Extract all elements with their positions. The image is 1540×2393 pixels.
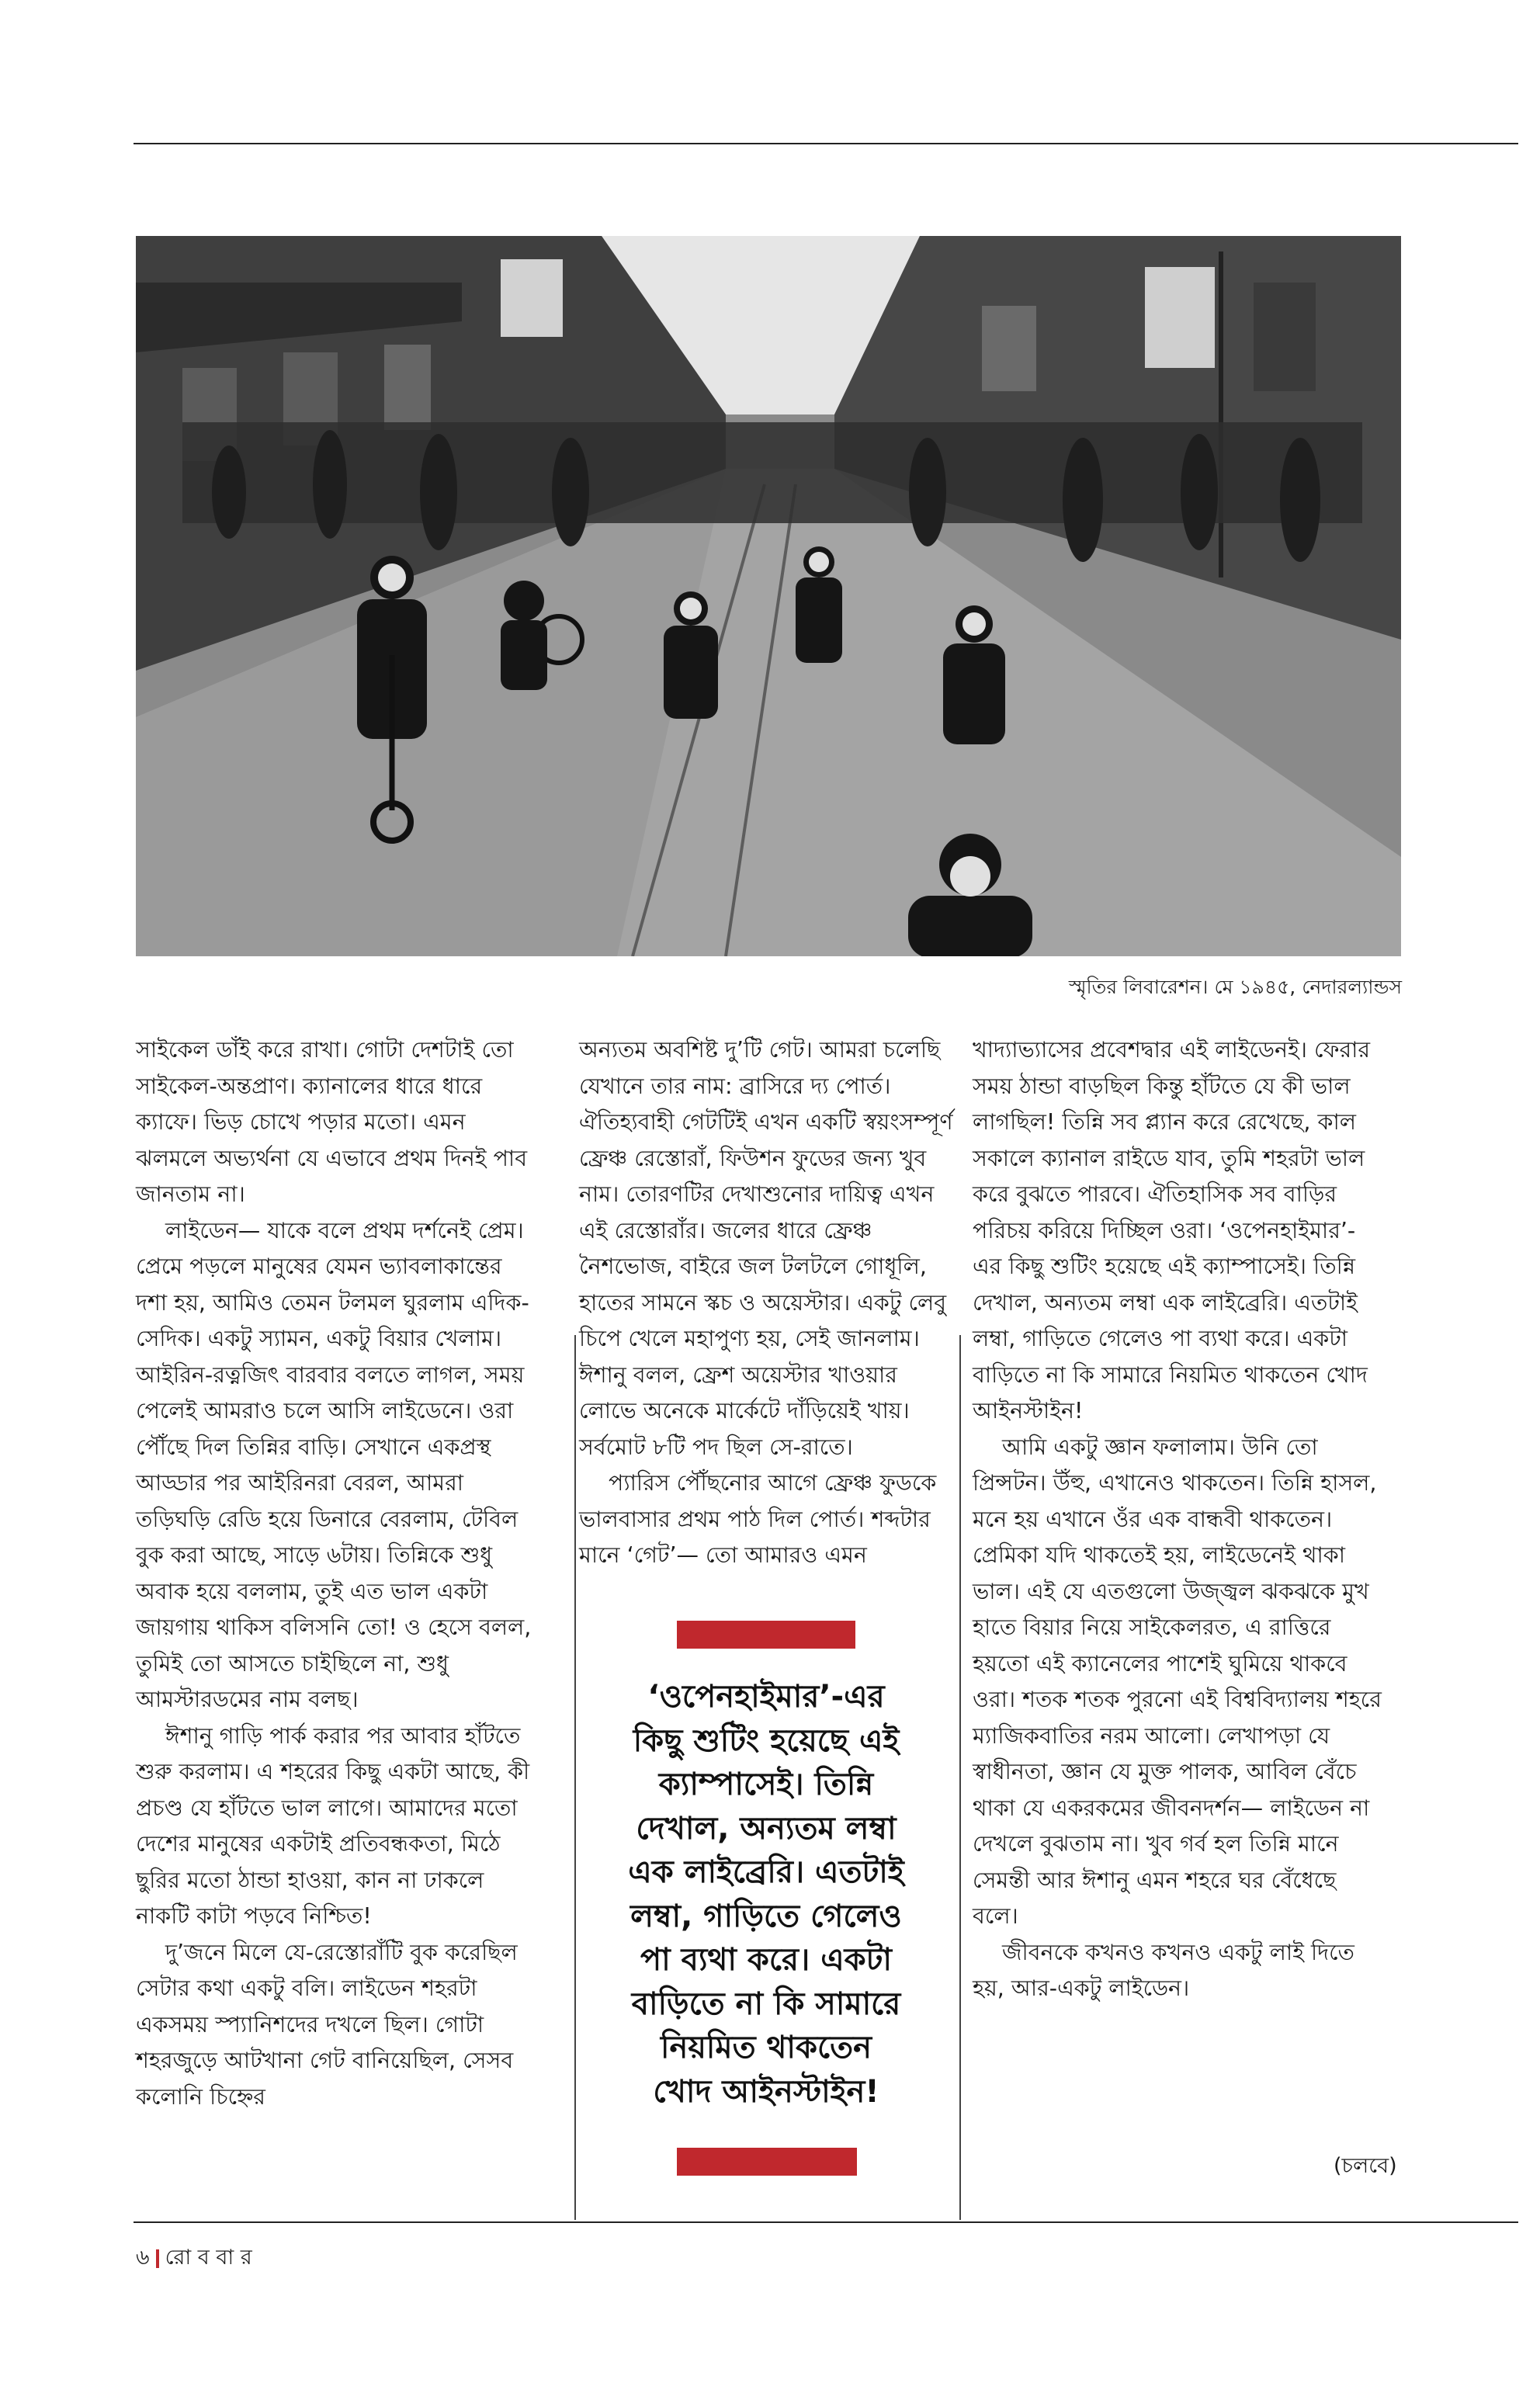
pullquote-line: নিয়মিত থাকতেন (661, 2030, 872, 2065)
continued-note: (চলবে) (1334, 2154, 1397, 2178)
paragraph: অন্যতম অবশিষ্ট দু’টি গেট। আমরা চলেছি যেখানে তার নাম: ব্রাসিরে দ্য পোর্ত। ঐতিহ্যবাহী গেটটিই এখন একটি স্বয়ংসম্পূর্ণ ফ্রেঞ্চ রেস্তোরাঁ, ফিউশন ফুডের জন্য খুব নাম। তোরণটির দেখাশুনোর দায়িত্ব এখন এই রেস্তোরাঁর। জলের ধারে ফ্রেঞ্চ নৈশভোজ, বাইরে জল টলটলে গোধূলি, হাতের সামনে স্কচ ও অয়েস্টার। একটু লেবু চিপে খেলে মহাপুণ্য হয়, সেই জানলাম। ঈশানু বলল, ফ্রেশ অয়েস্টার খাওয়ার লোভে অনেকে মার্কেটে দাঁড়িয়েই খায়। সর্বমোট ৮টি পদ ছিল সে-রাতে। (579, 1037, 953, 1460)
pullquote-top-bar (677, 1621, 855, 1649)
photo-illustration (136, 236, 1401, 956)
page-number: ৬ (136, 2246, 150, 2270)
pullquote-line: কিছু শুটিং হয়েছে এই (633, 1722, 900, 1759)
pullquote-line: ক্যাম্পাসেই। তিন্নি (658, 1767, 874, 1802)
paragraph: ঈশানু গাড়ি পার্ক করার পর আবার হাঁটতে শুরু করলাম। এ শহরের কিছু একটা আছে, কী প্রচণ্ড যে হাঁটতে ভাল লাগে। আমাদের মতো দেশের মানুষের একটাই প্রতিবন্ধকতা, মিঠে ছুরির মতো ঠান্ডা হাওয়া, কান না ঢাকলে নাকটি কাটা পড়বে নিশ্চিত! (136, 1722, 530, 1929)
pullquote-line: দেখাল, অন্যতম লম্বা (636, 1810, 897, 1847)
pullquote-line: ‘ওপেনহাইমার’-এর (647, 1679, 885, 1715)
pullquote-bottom-bar (677, 2148, 857, 2176)
paragraph: প্যারিস পৌঁছনোর আগে ফ্রেঞ্চ ফুডকে ভালবাসার প্রথম পাঠ দিল পোর্ত। শব্দটার মানে ‘গেট’— তো আমারও এমন (579, 1470, 937, 1568)
pullquote-line: এক লাইব্রেরি। এতটাই (628, 1854, 904, 1890)
paragraph: দু’জনে মিলে যে-রেস্তোরাঁটি বুক করেছিল সেটার কথা একটু বলি। লাইডেন শহরটা একসময় স্প্যানিশদের দখলে ছিল। গোটা শহরজুড়ে আটখানা গেট বানিয়েছিল, সেসব কলোনি চিহ্নের (136, 1939, 518, 2110)
pullquote (599, 1675, 933, 2114)
article-column-2 (579, 1032, 959, 1574)
pullquote-line: খোদ আইনস্টাইন! (653, 2073, 879, 2110)
photo-caption: স্মৃতির লিবারেশন। মে ১৯৪৫, নেদারল্যান্ডস (1068, 976, 1402, 998)
pullquote-line: পা ব্যথা করে। একটা (640, 1942, 893, 1978)
paragraph: লাইডেন— যাকে বলে প্রথম দর্শনেই প্রেম। প্রেমে পড়লে মানুষের যেমন ভ্যাবলাকান্তের দশা হয়, আমিও তেমন টলমল ঘুরলাম এদিক-সেদিক। একটু স্যামন, একটু বিয়ার খেলাম। আইরিন-রত্নজিৎ বারবার বলতে লাগল, সময় পেলেই আমরাও চলে আসি লাইডেনে। ওরা পৌঁছে দিল তিন্নির বাড়ি। সেখানে একপ্রস্থ আড্ডার পর আইরিনরা বেরল, আমরা তড়িঘড়ি রেডি হয়ে ডিনারে বেরলাম, টেবিল বুক করা আছে, সাড়ে ৬টায়। তিন্নিকে শুধু অবাক হয়ে বললাম, তুই এত ভাল একটা জায়গায় থাকিস বলিসনি তো! ও হেসে বলল, তুমিই তো আসতে চাইছিলে না, শুধু আমস্টারডমের নাম বলছ। (136, 1217, 532, 1712)
publication-name: রো ব বা র (165, 2246, 252, 2270)
column-divider (959, 1335, 961, 2220)
paragraph: জীবনকে কখনও কখনও একটু লাই দিতে হয়, আর-একটু লাইডেন। (973, 1939, 1354, 2001)
bottom-rule (134, 2221, 1518, 2223)
paragraph: খাদ্যাভ্যাসের প্রবেশদ্বার এই লাইডেনই। ফেরার সময় ঠান্ডা বাড়ছিল কিন্তু হাঁটতে যে কী ভাল লাগছিল! তিন্নি সব প্ল্যান করে রেখেছে, কাল সকালে ক্যানাল রাইডে যাব, তুমি শহরটা ভাল করে বুঝতে পারবে। ঐতিহাসিক সব বাড়ির পরিচয় করিয়ে দিচ্ছিল ওরা। ‘ওপেনহাইমার’-এর কিছু শুটিং হয়েছে এই ক্যাম্পাসেই। তিন্নি দেখাল, অন্যতম লম্বা এক লাইব্রেরি। এতটাই লম্বা, গাড়িতে গেলেও পা ব্যথা করে। একটা বাড়িতে না কি সামারে নিয়মিত থাকতেন খোদ আইনস্টাইন! (973, 1037, 1371, 1424)
pullquote-line: লম্বা, গাড়িতে গেলেও (630, 1898, 902, 1934)
column-divider (574, 1335, 576, 2220)
pullquote-line: বাড়িতে না কি সামারে (631, 1985, 901, 2022)
liberation-photo (136, 236, 1401, 956)
footer-separator (156, 2249, 159, 2268)
article-column-1 (136, 1032, 539, 2115)
top-rule (134, 143, 1518, 144)
page-footer (136, 2242, 252, 2277)
paragraph: সাইকেল ডাঁই করে রাখা। গোটা দেশটাই তো সাইকেল-অন্তপ্রাণ। ক্যানালের ধারে ধারে ক্যাফে। ভিড় চোখে পড়ার মতো। এমন ঝলমলে অভ্যর্থনা যে এভাবে প্রথম দিনই পাব জানতাম না। (136, 1037, 528, 1207)
article-column-3 (973, 1032, 1384, 2007)
paragraph: আমি একটু জ্ঞান ফলালাম। উনি তো প্রিন্সটন। উঁহু, এখানেও থাকতেন। তিন্নি হাসল, মনে হয় এখানে ওঁর এক বান্ধবী থাকতেন। প্রেমিকা যদি থাকতেই হয়, লাইডেনেই থাকা ভাল। এই যে এতগুলো উজ্জ্বল ঝকঝকে মুখ হাতে বিয়ার নিয়ে সাইকেলরত, এ রাত্তিরে হয়তো এই ক্যানেলের পাশেই ঘুমিয়ে থাকবে ওরা। শতক শতক পুরনো এই বিশ্ববিদ্যালয় শহরে ম্যাজিকবাতির নরম আলো। লেখাপড়া যে স্বাধীনতা, জ্ঞান যে মুক্ত পালক, আবিল বেঁচে থাকা যে একরকমের জীবনদর্শন— লাইডেন না দেখলে বুঝতাম না। খুব গর্ব হল তিন্নি মানে সেমন্তী আর ঈশানু এমন শহরে ঘর বেঁধেছে বলে। (973, 1434, 1382, 1929)
